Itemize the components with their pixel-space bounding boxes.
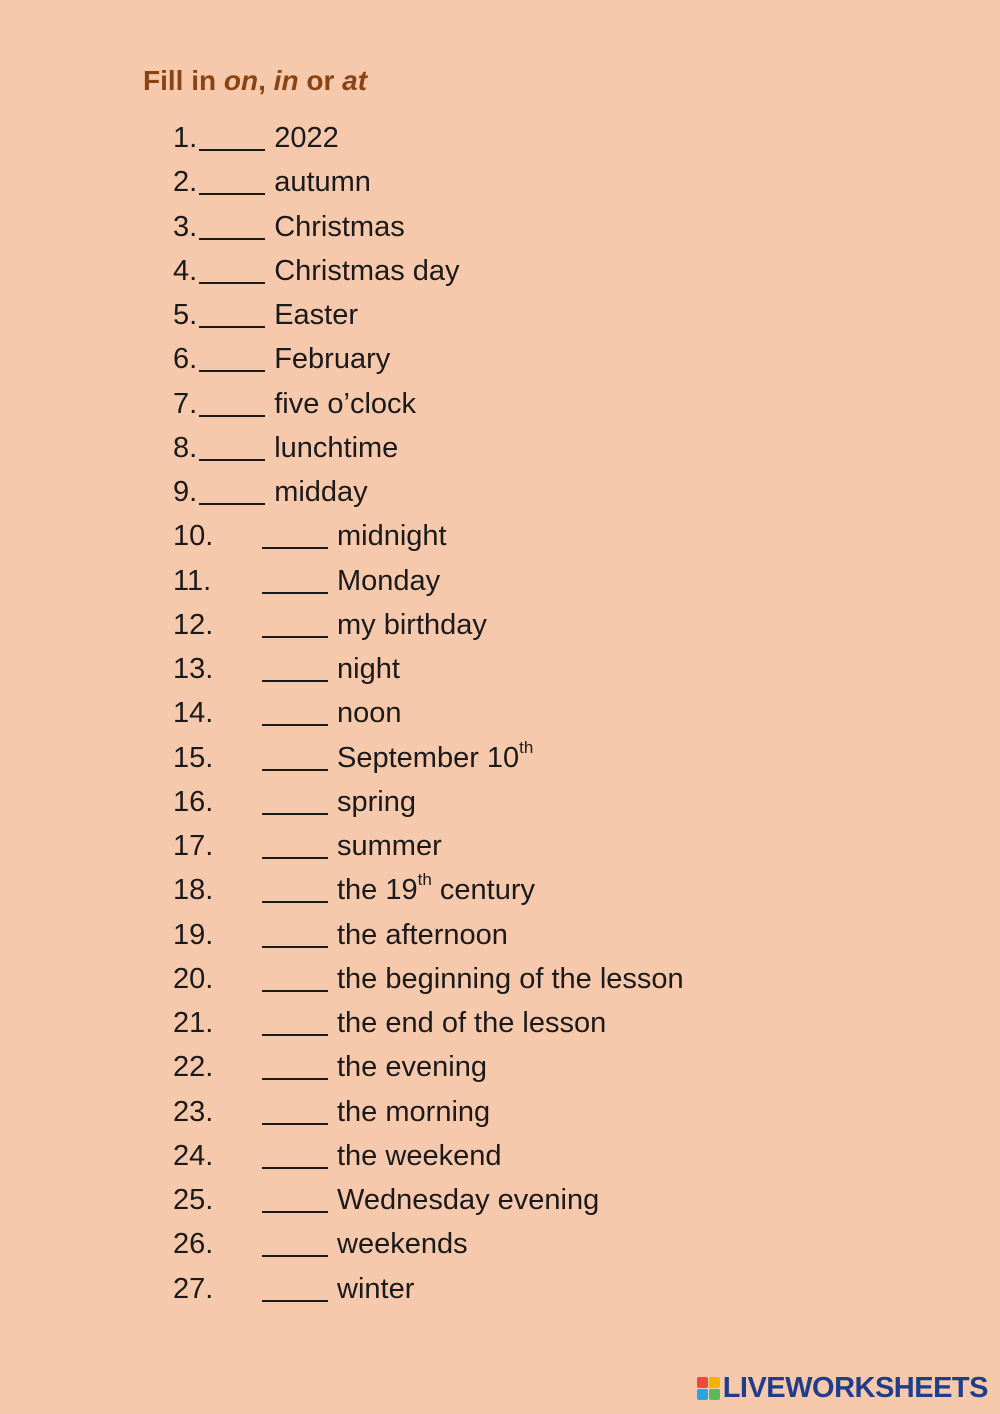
list-item — [173, 160, 684, 204]
worksheet-title — [143, 62, 367, 100]
item-phrase-text: the morning — [337, 1095, 491, 1128]
answer-blank[interactable] — [199, 481, 265, 505]
item-phrase — [337, 1007, 606, 1039]
list-item — [173, 957, 684, 1001]
item-phrase — [337, 737, 534, 774]
item-phrase-text: the weekend — [337, 1139, 502, 1172]
item-number: 2. — [173, 166, 198, 199]
answer-blank[interactable] — [262, 1101, 328, 1125]
item-phrase — [274, 122, 339, 154]
list-item — [173, 691, 684, 735]
item-phrase-text: the evening — [337, 1051, 487, 1084]
answer-blank[interactable] — [262, 1233, 328, 1257]
item-number: 22. — [173, 1051, 214, 1084]
list-item — [173, 249, 684, 293]
list-item — [173, 1134, 684, 1178]
title-option-on: on — [223, 65, 259, 96]
answer-blank[interactable] — [262, 879, 328, 903]
item-phrase — [274, 388, 416, 420]
item-number: 4. — [173, 254, 198, 287]
item-number: 26. — [173, 1228, 214, 1261]
answer-blank[interactable] — [199, 216, 265, 240]
answer-blank[interactable] — [262, 968, 328, 992]
item-phrase-text: Christmas — [274, 210, 405, 243]
item-phrase — [337, 919, 508, 951]
item-phrase-text: Wednesday evening — [337, 1184, 600, 1216]
item-phrase — [274, 211, 405, 243]
item-phrase-text: midday — [274, 476, 368, 508]
item-phrase-text: summer — [337, 830, 442, 862]
item-phrase-text: the end of the lesson — [337, 1007, 607, 1039]
item-phrase — [337, 565, 440, 597]
title-or: or — [298, 65, 343, 96]
item-phrase-text: the beginning of the lesson — [337, 962, 684, 995]
list-item — [173, 780, 684, 824]
item-phrase — [274, 476, 368, 508]
answer-blank[interactable] — [199, 260, 265, 284]
item-phrase-text: Christmas day — [274, 254, 460, 287]
list-item — [173, 1267, 684, 1311]
list-item — [173, 647, 684, 691]
list-item — [173, 293, 684, 337]
item-phrase — [337, 1096, 490, 1128]
item-number: 21. — [173, 1007, 214, 1039]
list-item — [173, 337, 684, 381]
answer-blank[interactable] — [262, 1056, 328, 1080]
answer-blank[interactable] — [199, 348, 265, 372]
answer-blank[interactable] — [262, 614, 328, 638]
item-phrase — [337, 609, 487, 641]
list-item — [173, 470, 684, 514]
item-phrase — [337, 1051, 487, 1083]
list-item — [173, 116, 684, 160]
item-number: 7. — [173, 387, 198, 420]
item-phrase — [274, 432, 398, 464]
item-number: 1. — [173, 122, 198, 154]
list-item — [173, 603, 684, 647]
list-item — [173, 559, 684, 603]
item-phrase — [337, 1140, 501, 1172]
answer-blank[interactable] — [199, 437, 265, 461]
answer-blank[interactable] — [199, 304, 265, 328]
item-phrase — [337, 1184, 599, 1216]
logo-text: LIVEWORKSHEETS — [722, 1371, 988, 1404]
list-item — [173, 382, 684, 426]
item-phrase-text: noon — [337, 697, 402, 730]
item-number: 12. — [173, 608, 214, 641]
item-number: 10. — [173, 520, 214, 553]
answer-blank[interactable] — [262, 924, 328, 948]
answer-blank[interactable] — [262, 835, 328, 859]
item-phrase-text: spring — [337, 785, 416, 818]
ordinal-suffix: th — [519, 737, 534, 757]
answer-blank[interactable] — [262, 525, 328, 549]
item-phrase — [337, 1228, 468, 1260]
list-item — [173, 913, 684, 957]
list-item — [173, 824, 684, 868]
item-phrase-text: Easter — [274, 299, 359, 331]
item-number: 17. — [173, 830, 214, 862]
answer-blank[interactable] — [262, 791, 328, 815]
answer-blank[interactable] — [262, 702, 328, 726]
item-phrase-text: Monday — [337, 564, 441, 597]
item-phrase-text: night — [337, 653, 400, 685]
answer-blank[interactable] — [262, 1145, 328, 1169]
item-number: 20. — [173, 962, 214, 995]
list-item — [173, 205, 684, 249]
item-number: 6. — [173, 343, 198, 376]
title-prefix: Fill in — [143, 65, 224, 96]
logo-square-3 — [697, 1389, 708, 1400]
item-phrase — [337, 870, 535, 907]
item-phrase — [337, 653, 400, 685]
liveworksheets-logo-icon — [697, 1377, 720, 1400]
item-phrase-text: weekends — [337, 1228, 468, 1261]
item-phrase-text: September 10 — [337, 741, 520, 774]
item-phrase — [337, 697, 402, 729]
item-phrase — [337, 786, 416, 818]
logo-square-4 — [709, 1389, 720, 1400]
item-number: 18. — [173, 874, 214, 907]
answer-blank[interactable] — [262, 1189, 328, 1213]
item-number: 11. — [173, 564, 212, 597]
item-phrase-text: midnight — [337, 520, 447, 553]
title-option-in: in — [273, 65, 299, 96]
list-item — [173, 1045, 684, 1089]
item-number: 25. — [173, 1184, 214, 1216]
item-phrase-text: winter — [337, 1272, 415, 1305]
item-phrase-text: the afternoon — [337, 918, 508, 951]
answer-blank[interactable] — [262, 747, 328, 771]
title-option-at: at — [342, 65, 368, 96]
list-item — [173, 1178, 684, 1222]
item-phrase-text: February — [274, 343, 391, 376]
answer-blank[interactable] — [262, 1012, 328, 1036]
ordinal-suffix: th — [417, 870, 432, 890]
item-number: 13. — [173, 653, 214, 685]
list-item — [173, 736, 684, 780]
item-phrase-text: the 19 — [337, 874, 418, 907]
exercise-list — [173, 116, 684, 1311]
answer-blank[interactable] — [262, 570, 328, 594]
item-number: 16. — [173, 785, 214, 818]
item-phrase — [337, 1273, 414, 1305]
list-item — [173, 1222, 684, 1266]
liveworksheets-logo — [697, 1370, 988, 1406]
item-phrase — [274, 299, 358, 331]
item-phrase-text: five o’clock — [274, 387, 417, 420]
item-phrase-text: lunchtime — [274, 431, 399, 464]
item-number: 8. — [173, 431, 198, 464]
item-phrase — [337, 963, 684, 995]
item-number: 14. — [173, 697, 214, 730]
logo-square-1 — [697, 1377, 708, 1388]
answer-blank[interactable] — [199, 127, 265, 151]
item-phrase — [274, 343, 390, 375]
item-phrase — [274, 255, 459, 287]
title-separator: , — [258, 65, 274, 96]
item-phrase-text: autumn — [274, 166, 371, 199]
item-number: 5. — [173, 299, 198, 331]
item-phrase — [337, 830, 442, 862]
item-phrase-text: 2022 — [274, 122, 339, 154]
item-number: 27. — [173, 1272, 214, 1305]
list-item — [173, 426, 684, 470]
item-number: 9. — [173, 476, 198, 508]
list-item — [173, 1001, 684, 1045]
logo-square-2 — [709, 1377, 720, 1388]
answer-blank[interactable] — [199, 393, 265, 417]
item-number: 24. — [173, 1139, 214, 1172]
item-phrase-after: century — [431, 874, 535, 907]
item-number: 23. — [173, 1095, 214, 1128]
answer-blank[interactable] — [262, 1278, 328, 1302]
item-phrase-text: my birthday — [337, 608, 487, 641]
answer-blank[interactable] — [262, 658, 328, 682]
item-number: 15. — [173, 741, 214, 774]
list-item — [173, 514, 684, 558]
answer-blank[interactable] — [199, 171, 265, 195]
item-phrase — [337, 520, 447, 552]
item-number: 19. — [173, 918, 214, 951]
item-phrase — [274, 166, 371, 198]
item-number: 3. — [173, 210, 198, 243]
list-item — [173, 868, 684, 912]
list-item — [173, 1090, 684, 1134]
